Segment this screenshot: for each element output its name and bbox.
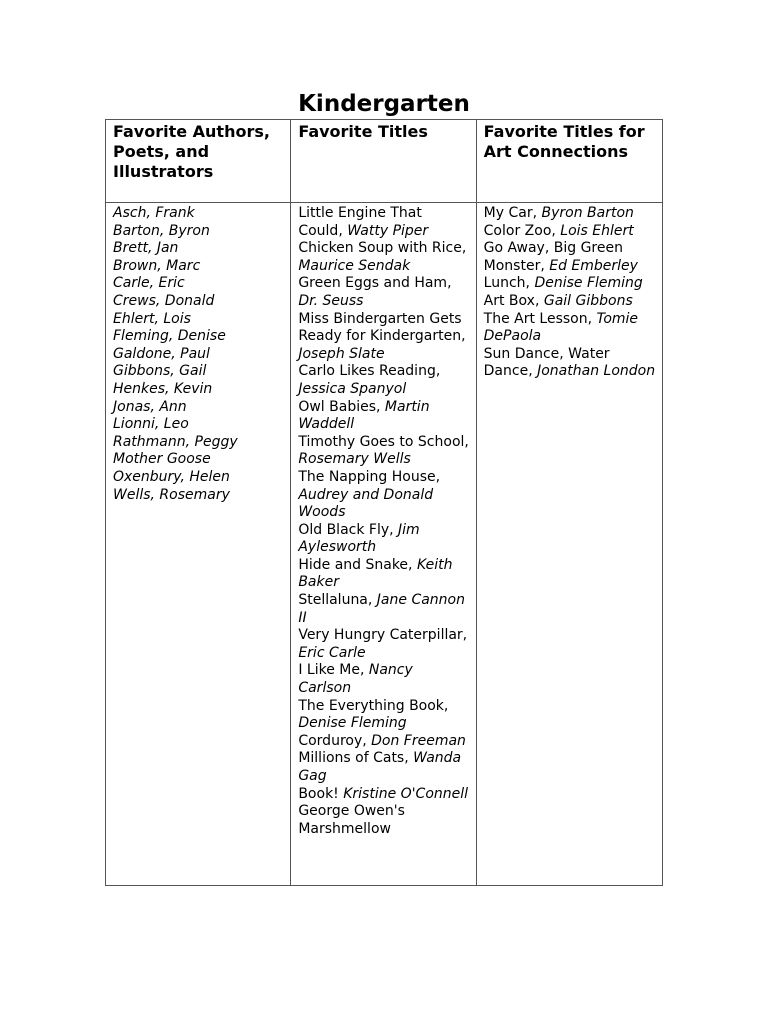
- title-entry: [298, 698, 448, 732]
- author-entry: Jonas, Ann: [113, 398, 187, 415]
- author-entry: Henkes, Kevin: [113, 380, 213, 397]
- author-entry: Ehlert, Lois: [113, 310, 191, 327]
- title-entry: [298, 750, 461, 784]
- book-title: Art Box,: [483, 292, 544, 309]
- art-title-entry: [484, 223, 634, 239]
- book-author: Martin Waddell: [298, 398, 430, 433]
- book-author: Gail Gibbons: [543, 292, 633, 309]
- book-title: My Car,: [483, 205, 542, 221]
- book-title: Green Eggs and Ham,: [298, 275, 452, 292]
- table-header-row: [106, 120, 663, 203]
- book-title: Hide and Snake,: [298, 556, 417, 573]
- book-title: The Napping House,: [298, 468, 441, 485]
- book-author: Don Freeman: [371, 732, 466, 749]
- book-author: Denise Fleming: [534, 275, 643, 292]
- book-title: Chicken Soup with Rice,: [298, 240, 467, 257]
- book-author: Dr. Seuss: [298, 292, 364, 309]
- title-entry: [298, 522, 419, 556]
- title-entry: [298, 311, 465, 362]
- book-author: Eric Carle: [298, 644, 366, 661]
- book-author: Watty Piper: [347, 222, 429, 239]
- book-author: Maurice Sendak: [298, 257, 411, 274]
- art-title-entry: [484, 275, 643, 291]
- title-entry: [298, 557, 452, 591]
- book-title: The Everything Book,: [298, 697, 449, 714]
- book-title: Little Engine That Could,: [298, 205, 422, 239]
- author-entry: Fleming, Denise: [113, 328, 226, 345]
- book-title: Color Zoo,: [483, 222, 561, 239]
- book-author: Lois Ehlert: [560, 222, 634, 239]
- book-author: Tomie DePaola: [483, 310, 639, 345]
- book-title-continued: George Owen's Marshmellow: [298, 803, 405, 837]
- title-entry: [298, 662, 412, 696]
- book-title: Sun Dance, Water Dance,: [483, 345, 610, 380]
- author-entry: Mother Goose: [113, 451, 211, 468]
- book-title: Book!: [298, 785, 344, 802]
- header-titles: Favorite Titles: [291, 120, 476, 203]
- book-author: Nancy Carlson: [298, 662, 413, 697]
- header-art-titles: Favorite Titles for Art Connections: [476, 120, 662, 203]
- author-entry: Carle, Eric: [113, 275, 185, 292]
- title-entry: [298, 592, 465, 626]
- book-author: Joseph Slate: [298, 345, 385, 362]
- book-author: Audrey and Donald Woods: [298, 486, 434, 521]
- art-title-entry: [484, 240, 638, 274]
- title-entry: [298, 399, 429, 433]
- book-author: Jessica Spanyol: [298, 380, 407, 397]
- header-authors: Favorite Authors, Poets, and Illustrators: [106, 120, 291, 203]
- art-title-entry: [484, 311, 638, 345]
- book-title: Very Hungry Caterpillar,: [298, 627, 468, 644]
- book-title: Carlo Likes Reading,: [298, 363, 441, 380]
- book-author: Wanda Gag: [298, 750, 462, 784]
- book-title: Go Away, Big Green Monster,: [483, 240, 623, 274]
- title-entry: [298, 786, 468, 837]
- title-entry: [298, 627, 467, 661]
- book-title: Old Black Fly,: [298, 521, 399, 538]
- title-entry: [298, 205, 428, 239]
- book-title: Miss Bindergarten Gets Ready for Kindergarten,: [298, 310, 466, 345]
- book-title: Owl Babies,: [298, 398, 385, 415]
- author-entry: Brown, Marc: [113, 257, 201, 274]
- author-entry: Galdone, Paul: [113, 345, 210, 362]
- author-entry: Gibbons, Gail: [113, 363, 207, 380]
- book-author: Jane Cannon II: [298, 592, 465, 626]
- book-author: Jim Aylesworth: [298, 521, 420, 556]
- table-row: [106, 203, 663, 886]
- author-entry: Barton, Byron: [113, 222, 210, 239]
- author-entry: Asch, Frank: [113, 205, 195, 221]
- book-author: Ed Emberley: [549, 257, 638, 274]
- book-title: Millions of Cats,: [298, 750, 414, 767]
- title-entry: [298, 733, 466, 749]
- author-entry: Rathmann, Peggy: [113, 433, 238, 450]
- book-title: Lunch,: [483, 275, 535, 292]
- title-entry: [298, 469, 440, 520]
- book-author: Byron Barton: [541, 205, 634, 221]
- book-list-table: [105, 119, 663, 886]
- book-author: Keith Baker: [298, 556, 453, 591]
- title-entry: [298, 275, 451, 309]
- author-entry: Brett, Jan: [113, 240, 179, 257]
- art-title-entry: [484, 205, 634, 221]
- titles-cell: [291, 203, 476, 886]
- book-author: Denise Fleming: [298, 715, 407, 732]
- author-entry: Wells, Rosemary: [113, 486, 230, 503]
- title-entry: [298, 434, 469, 468]
- art-titles-cell: [476, 203, 662, 886]
- author-entry: Crews, Donald: [113, 292, 215, 309]
- page-title: Kindergarten: [298, 91, 470, 117]
- book-title: I Like Me,: [298, 662, 369, 679]
- title-entry: [298, 240, 466, 274]
- book-title: Timothy Goes to School,: [298, 433, 469, 450]
- art-title-entry: [484, 293, 633, 309]
- author-entry: Lionni, Leo: [113, 416, 189, 433]
- authors-cell: [106, 203, 291, 886]
- book-title: Corduroy,: [298, 732, 372, 749]
- book-author: Kristine O'Connell: [343, 785, 469, 802]
- book-title: Stellaluna,: [298, 592, 377, 609]
- art-title-entry: [484, 346, 655, 380]
- book-author: Jonathan London: [537, 363, 656, 380]
- title-entry: [298, 363, 440, 397]
- book-author: Rosemary Wells: [298, 451, 411, 468]
- author-entry: Oxenbury, Helen: [113, 468, 230, 485]
- book-title: The Art Lesson,: [483, 310, 597, 327]
